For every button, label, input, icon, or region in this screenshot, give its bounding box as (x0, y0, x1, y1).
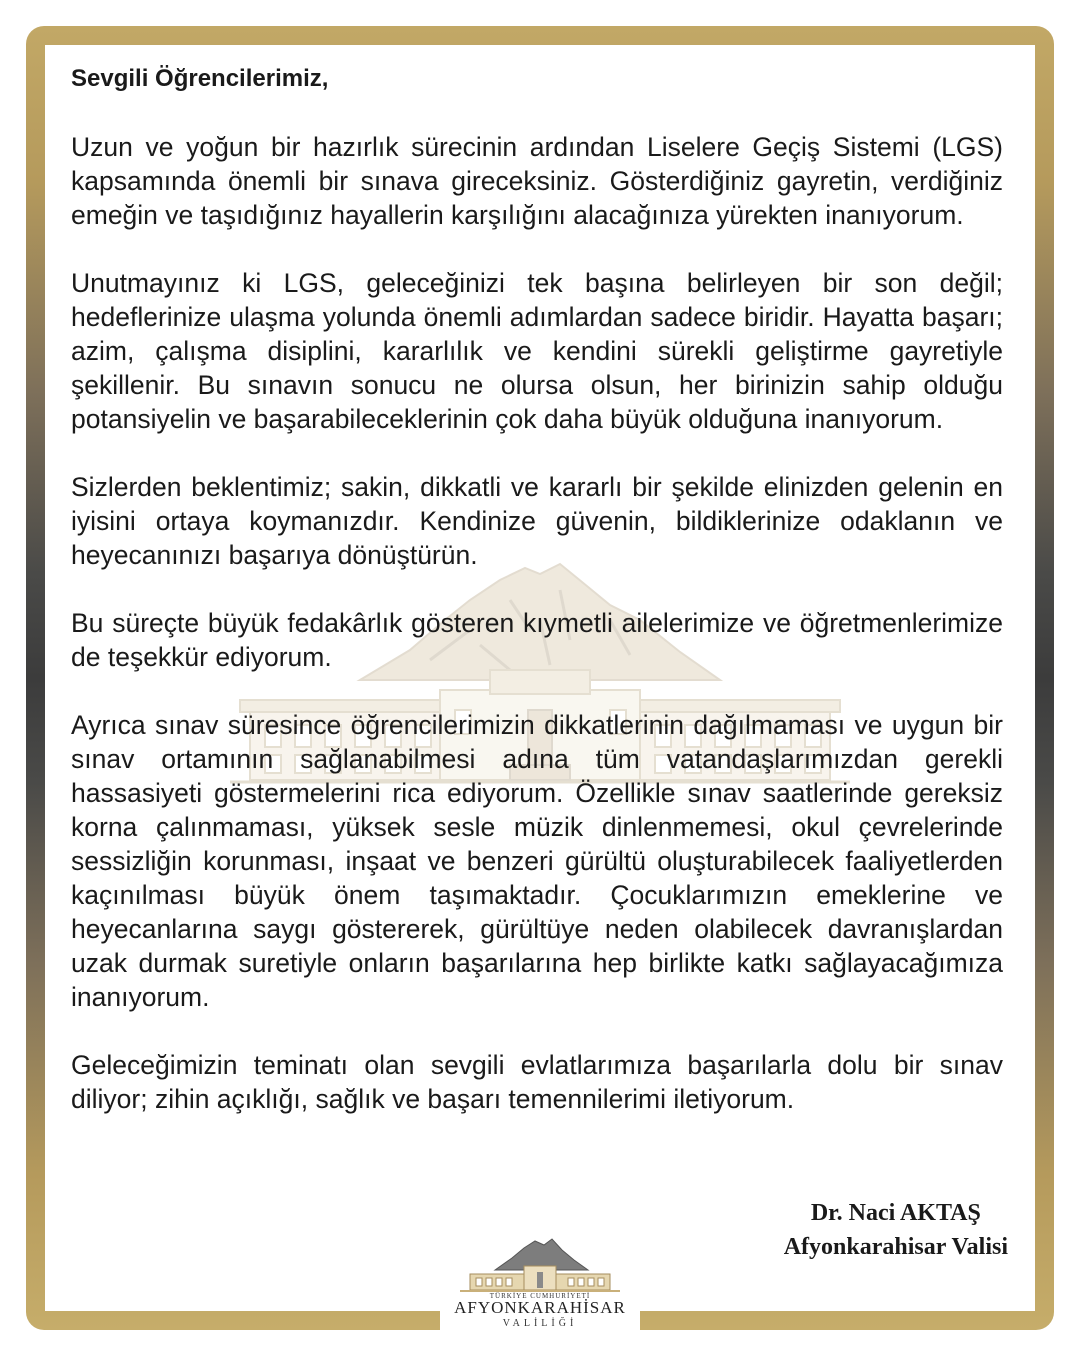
signature-block (784, 1196, 1008, 1264)
logo-country: TÜRKİYE CUMHURİYETİ (489, 1292, 591, 1300)
signature-title: Afyonkarahisar Valisi (783, 1234, 1008, 1260)
greeting: Sevgili Öğrencilerimiz, (71, 65, 329, 92)
letter-body (71, 62, 1003, 1150)
logo-office: VALİLİĞİ (502, 1318, 578, 1329)
paragraph-6: Geleceğimizin teminatı olan sevgili evlatlarımıza başarılarla dolu bir sınav diliyor; zihin açıklığı, sağlık ve başarı temennilerimi iletiyorum. (71, 1050, 1003, 1114)
paragraph-3: Sizlerden beklentimiz; sakin, dikkatli ve kararlı bir şekilde elinizden gelenin en iyisini ortaya koymanızdır. Kendinize güvenin, bildiklerinize odaklanın ve heyecanınızı başarıya dönüştürün. (71, 472, 1003, 570)
logo-city: AFYONKARAHİSAR (454, 1298, 626, 1317)
logo-emblem (440, 1236, 640, 1294)
governorship-logo (440, 1236, 640, 1348)
signature-name: Dr. Naci AKTAŞ (810, 1200, 981, 1226)
paragraph-2: Unutmayınız ki LGS, geleceğinizi tek başına belirleyen bir son değil; hedeflerinize ulaşma yolunda önemli adımlardan sadece biridir. Hayatta başarı; azim, çalışma disiplini, kararlılık ve kendini sürekli geliştirme gayretiyle şekillenir. Bu sınavın sonucu ne olursa olsun, her birinizin sahip olduğu potansiyelin ve başarabileceklerinin çok daha büyük olduğuna inanıyorum. (71, 268, 1003, 434)
paragraph-1: Uzun ve yoğun bir hazırlık sürecinin ardından Liselere Geçiş Sistemi (LGS) kapsamında önemli bir sınava gireceksiniz. Gösterdiğiniz gayretin, verdiğiniz emeğin ve taşıdığınız hayallerin karşılığını alacağınıza yürekten inanıyorum. (71, 132, 1003, 230)
paragraph-5: Ayrıca sınav süresince öğrencilerimizin dikkatlerinin dağılmaması ve uygun bir sınav ortamının sağlanabilmesi adına tüm vatandaşlarımızdan gerekli hassasiyeti göstermelerini rica ediyorum. Özellikle sınav saatlerinde gereksiz korna çalınmaması, yüksek sesle müzik dinlenmemesi, okul çevrelerinde sessizliğin korunması, inşaat ve benzeri gürültü oluşturabilecek faaliyetlerden kaçınılması büyük önem taşımaktadır. Çocuklarımızın emeklerine ve heyecanlarına saygı göstererek, gürültüye neden olabilecek davranışlardan uzak durmak suretiyle onların başarılarına hep birlikte katkı sağlayacağımıza inanıyorum. (71, 710, 1003, 1012)
paragraph-4: Bu süreçte büyük fedakârlık gösteren kıymetli ailelerimize ve öğretmenlerimize de teşekkür ediyorum. (71, 608, 1003, 672)
